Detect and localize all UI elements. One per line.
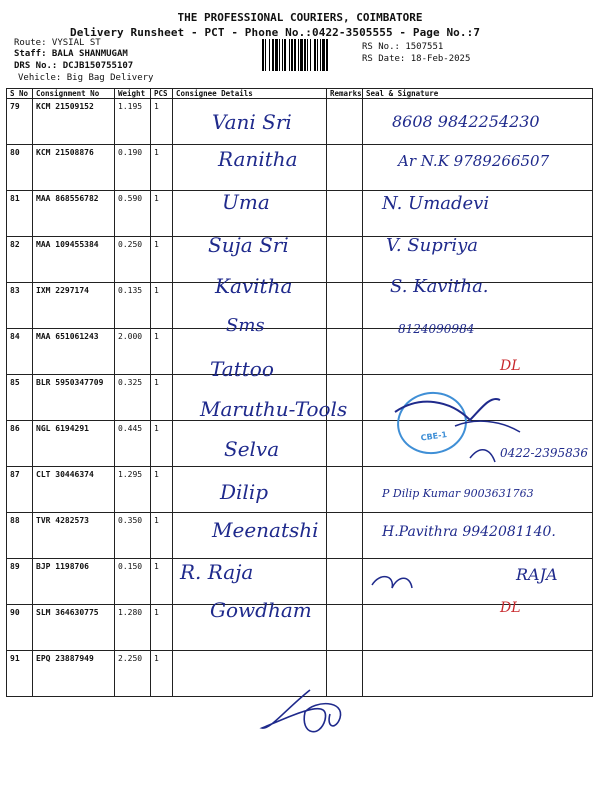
consignment-number-cell: BLR 5950347709: [33, 375, 115, 421]
pieces-cell: 1: [151, 513, 173, 559]
column-header: Consignment No: [33, 89, 115, 99]
pieces-cell: 1: [151, 283, 173, 329]
consignment-number-cell: NGL 6194291: [33, 421, 115, 467]
consignment-number-cell: MAA 868556782: [33, 191, 115, 237]
weight-cell: 0.150: [115, 559, 151, 605]
handwritten-consignee: Suja Sri: [208, 233, 289, 257]
weight-cell: 1.295: [115, 467, 151, 513]
handwritten-signature: S. Kavitha.: [390, 276, 489, 297]
pieces-cell: 1: [151, 421, 173, 467]
serial-number-cell: 88: [7, 513, 33, 559]
vehicle-label: Vehicle: Big Bag Delivery: [18, 73, 154, 83]
consignment-number-cell: BJP 1198706: [33, 559, 115, 605]
handwritten-signature: P Dilip Kumar 9003631763: [382, 487, 534, 500]
serial-number-cell: 79: [7, 99, 33, 145]
runsheet-subtitle: Delivery Runsheet - PCT - Phone No.:0422-3505555 - Page No.:7: [70, 26, 481, 39]
weight-cell: 2.000: [115, 329, 151, 375]
pieces-cell: 1: [151, 375, 173, 421]
weight-cell: 0.190: [115, 145, 151, 191]
weight-cell: 2.250: [115, 651, 151, 697]
route-label: Route: VYSIAL ST: [14, 38, 101, 48]
staff-label: Staff: BALA SHANMUGAM: [14, 49, 128, 59]
column-header: Seal & Signature: [363, 89, 593, 99]
delivered-mark: DL: [500, 358, 521, 374]
handwritten-consignee: Tattoo: [210, 357, 274, 381]
rs-date: RS Date: 18-Feb-2025: [362, 54, 471, 64]
pieces-cell: 1: [151, 191, 173, 237]
handwritten-consignee: Gowdham: [210, 598, 312, 622]
weight-cell: 0.445: [115, 421, 151, 467]
weight-cell: 0.135: [115, 283, 151, 329]
pieces-cell: 1: [151, 651, 173, 697]
serial-number-cell: 84: [7, 329, 33, 375]
pieces-cell: 1: [151, 237, 173, 283]
drs-number: DRS No.: DCJB150755107: [14, 61, 134, 71]
column-header: S No: [7, 89, 33, 99]
handwritten-consignee: Maruthu-Tools: [200, 397, 348, 421]
handwritten-signature: V. Supriya: [386, 235, 479, 256]
handwritten-signature: RAJA: [516, 565, 558, 584]
serial-number-cell: 85: [7, 375, 33, 421]
pieces-cell: 1: [151, 605, 173, 651]
consignment-number-cell: SLM 364630775: [33, 605, 115, 651]
serial-number-cell: 86: [7, 421, 33, 467]
pieces-cell: 1: [151, 99, 173, 145]
handwritten-signature: Ar N.K 9789266507: [398, 152, 550, 170]
consignment-number-cell: MAA 651061243: [33, 329, 115, 375]
column-header: Remarks: [327, 89, 363, 99]
consignment-number-cell: MAA 109455384: [33, 237, 115, 283]
handwritten-signature: N. Umadevi: [382, 193, 490, 214]
serial-number-cell: 81: [7, 191, 33, 237]
consignment-number-cell: IXM 2297174: [33, 283, 115, 329]
weight-cell: 0.350: [115, 513, 151, 559]
pieces-cell: 1: [151, 329, 173, 375]
handwritten-signature: 8608 9842254230: [392, 112, 540, 131]
serial-number-cell: 89: [7, 559, 33, 605]
consignment-number-cell: CLT 30446374: [33, 467, 115, 513]
consignment-number-cell: KCM 21508876: [33, 145, 115, 191]
handwritten-consignee: Vani Sri: [212, 110, 292, 134]
rs-number: RS No.: 1507551: [362, 42, 444, 52]
handwritten-consignee: R. Raja: [180, 560, 254, 584]
serial-number-cell: 82: [7, 237, 33, 283]
serial-number-cell: 83: [7, 283, 33, 329]
handwritten-consignee: Dilip: [220, 480, 269, 504]
delivered-mark: DL: [500, 600, 521, 616]
weight-cell: 0.250: [115, 237, 151, 283]
handwritten-signature: 0422-2395836: [500, 446, 589, 460]
company-title: THE PROFESSIONAL COURIERS, COIMBATORE: [177, 11, 423, 24]
consignment-number-cell: KCM 21509152: [33, 99, 115, 145]
weight-cell: 1.280: [115, 605, 151, 651]
weight-cell: 0.590: [115, 191, 151, 237]
column-header: Consignee Details: [173, 89, 327, 99]
handwritten-consignee: Selva: [224, 437, 280, 461]
handwritten-consignee: Meenatshi: [212, 518, 319, 542]
handwritten-consignee: Kavitha: [215, 274, 293, 298]
pieces-cell: 1: [151, 467, 173, 513]
consignment-number-cell: EPQ 23887949: [33, 651, 115, 697]
column-header: PCS: [151, 89, 173, 99]
column-header: Weight: [115, 89, 151, 99]
handwritten-consignee: Sms: [226, 315, 265, 336]
weight-cell: 0.325: [115, 375, 151, 421]
pieces-cell: 1: [151, 559, 173, 605]
serial-number-cell: 90: [7, 605, 33, 651]
serial-number-cell: 80: [7, 145, 33, 191]
handwritten-consignee: Uma: [222, 190, 270, 214]
company-seal-stamp: CBE-1: [393, 387, 471, 458]
handwritten-consignee: Ranitha: [218, 147, 298, 171]
pieces-cell: 1: [151, 145, 173, 191]
weight-cell: 1.195: [115, 99, 151, 145]
consignment-number-cell: TVR 4282573: [33, 513, 115, 559]
serial-number-cell: 87: [7, 467, 33, 513]
handwritten-signature: 8124090984: [398, 322, 475, 336]
serial-number-cell: 91: [7, 651, 33, 697]
handwritten-signature: H.Pavithra 9942081140.: [382, 524, 556, 540]
